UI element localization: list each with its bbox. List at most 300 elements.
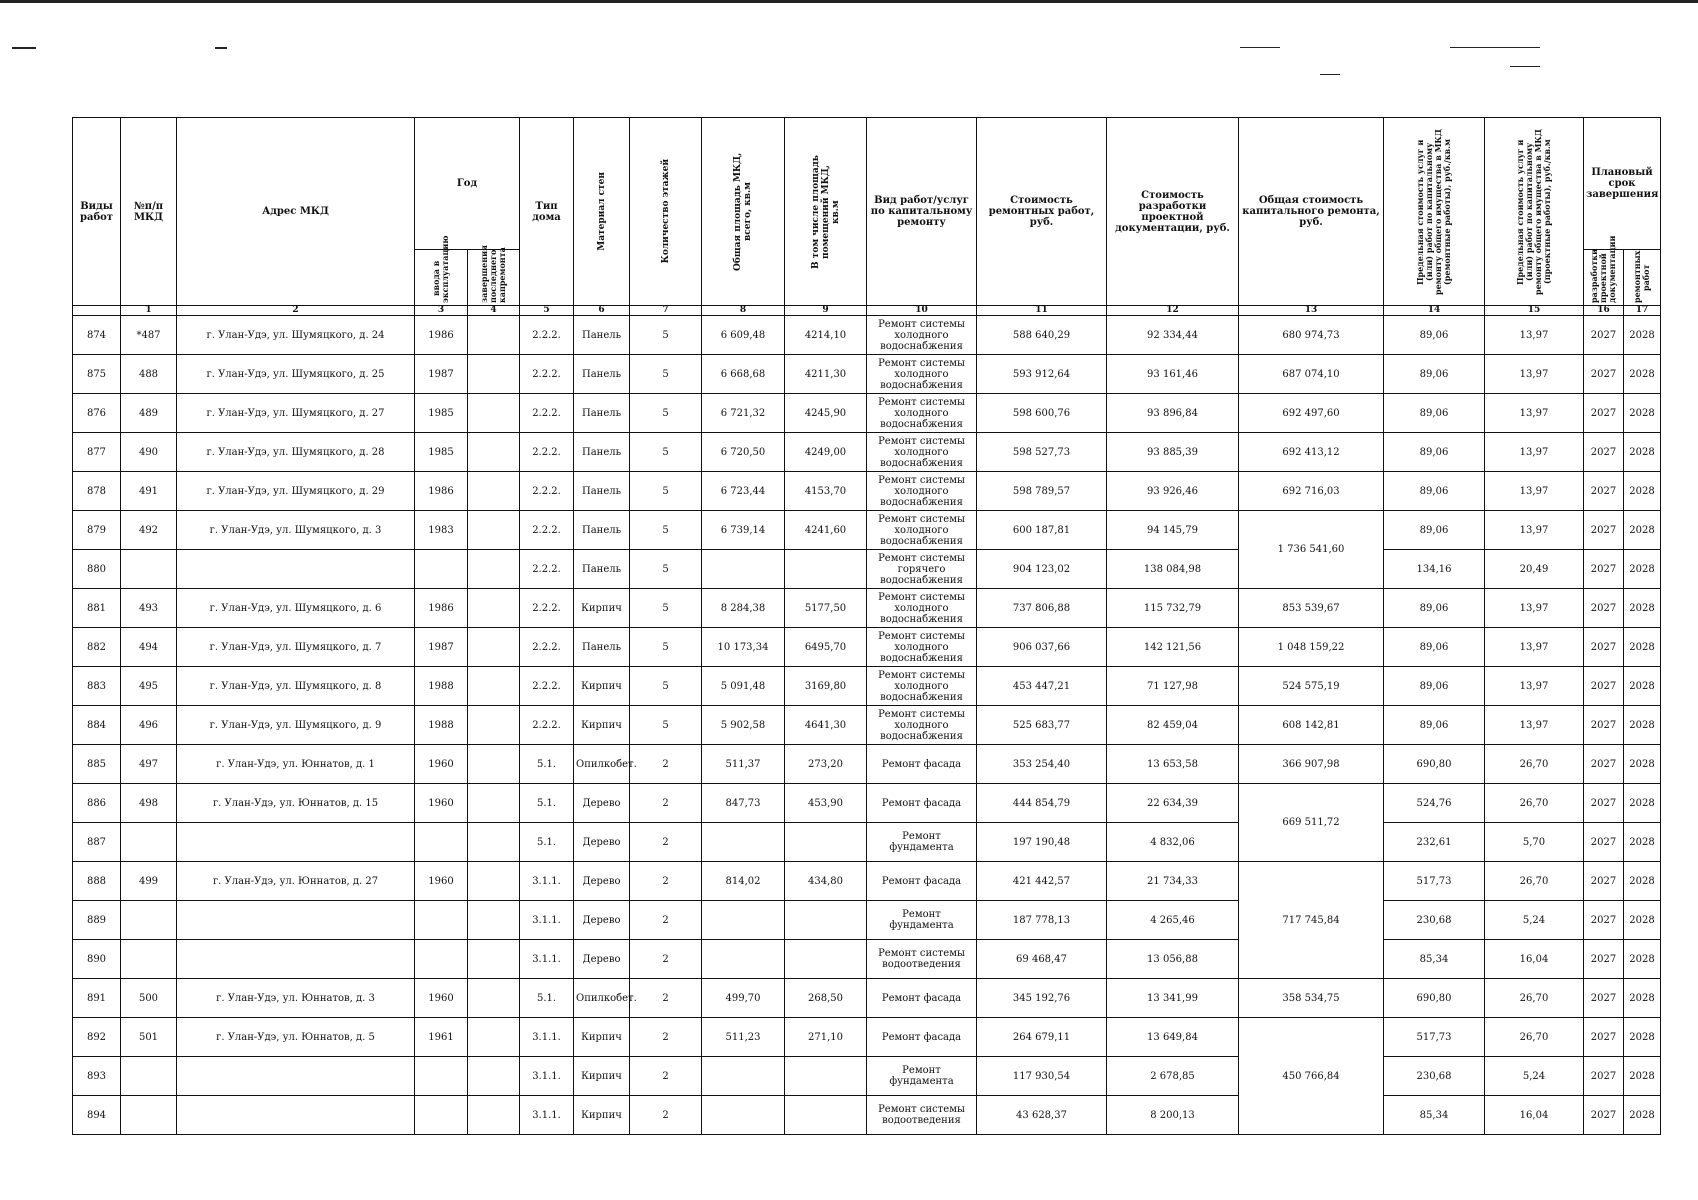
floors-cell: 2: [630, 745, 702, 784]
limit-design-cell: 13,97: [1485, 394, 1584, 433]
header-stoimost-rem: Стоимость ремонтных работ, руб.: [977, 118, 1107, 306]
limit-design-cell: 13,97: [1485, 355, 1584, 394]
limit-repair-cell: 517,73: [1384, 1018, 1485, 1057]
scan-mark: [215, 47, 227, 49]
work-type-cell: Ремонт системы холодного водоснабжения: [867, 667, 977, 706]
repair-cost-cell: 421 442,57: [977, 862, 1107, 901]
house-type-cell: 3.1.1.: [520, 1018, 574, 1057]
table-row: [73, 1057, 1661, 1096]
deadline-repair-cell: 2028: [1624, 511, 1661, 550]
header-god-posl: [468, 244, 520, 306]
column-number: 15: [1485, 306, 1584, 316]
table-row: [73, 433, 1661, 472]
deadline-design-cell: 2027: [1584, 472, 1624, 511]
work-type-cell: Ремонт фундамента: [867, 901, 977, 940]
floors-cell: 5: [630, 511, 702, 550]
address-cell: г. Улан-Удэ, ул. Юннатов, д. 27: [177, 862, 415, 901]
design-cost-cell: 4 265,46: [1107, 901, 1239, 940]
deadline-repair-cell: 2028: [1624, 433, 1661, 472]
column-number: 16: [1584, 306, 1624, 316]
year-last-repair-cell: [468, 706, 520, 745]
work-type-cell: Ремонт системы холодного водоснабжения: [867, 706, 977, 745]
year-cell: 1987: [415, 355, 468, 394]
wall-material-cell: Панель: [574, 394, 630, 433]
area-total-cell: 6 723,44: [702, 472, 785, 511]
limit-design-cell: 5,24: [1485, 901, 1584, 940]
wall-material-cell: Панель: [574, 472, 630, 511]
year-cell: 1985: [415, 433, 468, 472]
design-cost-cell: 13 649,84: [1107, 1018, 1239, 1057]
year-cell: 1960: [415, 862, 468, 901]
table-row: [73, 862, 1661, 901]
column-number: 10: [867, 306, 977, 316]
limit-design-cell: 26,70: [1485, 745, 1584, 784]
area-living-cell: [785, 940, 867, 979]
work-type-cell: Ремонт фасада: [867, 745, 977, 784]
area-total-cell: 511,23: [702, 1018, 785, 1057]
mkd-number: [121, 901, 177, 940]
column-number: 6: [574, 306, 630, 316]
deadline-repair-cell: 2028: [1624, 706, 1661, 745]
scan-mark: [1320, 74, 1340, 75]
limit-repair-cell: 230,68: [1384, 1057, 1485, 1096]
address-cell: г. Улан-Удэ, ул. Шумяцкого, д. 9: [177, 706, 415, 745]
scan-mark: [1450, 47, 1540, 48]
row-number: 882: [73, 628, 121, 667]
row-number: 879: [73, 511, 121, 550]
mkd-number: 489: [121, 394, 177, 433]
table-row: [73, 589, 1661, 628]
table-row: [73, 394, 1661, 433]
address-cell: г. Улан-Удэ, ул. Шумяцкого, д. 24: [177, 316, 415, 355]
year-last-repair-cell: [468, 979, 520, 1018]
work-type-cell: Ремонт системы холодного водоснабжения: [867, 511, 977, 550]
mkd-number: 498: [121, 784, 177, 823]
row-number: 889: [73, 901, 121, 940]
column-number: 14: [1384, 306, 1485, 316]
work-type-cell: Ремонт системы холодного водоснабжения: [867, 472, 977, 511]
house-type-cell: 3.1.1.: [520, 1096, 574, 1135]
deadline-design-cell: 2027: [1584, 940, 1624, 979]
work-type-cell: Ремонт системы холодного водоснабжения: [867, 433, 977, 472]
deadline-design-cell: 2027: [1584, 784, 1624, 823]
wall-material-cell: Дерево: [574, 823, 630, 862]
design-cost-cell: 93 896,84: [1107, 394, 1239, 433]
deadline-repair-cell: 2028: [1624, 1057, 1661, 1096]
repair-cost-cell: 598 527,73: [977, 433, 1107, 472]
address-cell: [177, 1096, 415, 1135]
address-cell: г. Улан-Удэ, ул. Шумяцкого, д. 27: [177, 394, 415, 433]
year-cell: 1983: [415, 511, 468, 550]
limit-design-cell: 26,70: [1485, 784, 1584, 823]
address-cell: г. Улан-Удэ, ул. Юннатов, д. 5: [177, 1018, 415, 1057]
deadline-repair-cell: 2028: [1624, 862, 1661, 901]
floors-cell: 5: [630, 628, 702, 667]
work-type-cell: Ремонт фасада: [867, 784, 977, 823]
year-last-repair-cell: [468, 628, 520, 667]
repair-cost-cell: 525 683,77: [977, 706, 1107, 745]
area-living-cell: 434,80: [785, 862, 867, 901]
column-number: 8: [702, 306, 785, 316]
year-last-repair-cell: [468, 823, 520, 862]
area-total-cell: [702, 1096, 785, 1135]
house-type-cell: 5.1.: [520, 745, 574, 784]
deadline-repair-cell: 2028: [1624, 1096, 1661, 1135]
table-row: [73, 628, 1661, 667]
year-last-repair-cell: [468, 472, 520, 511]
area-living-cell: 4214,10: [785, 316, 867, 355]
mkd-number: 500: [121, 979, 177, 1018]
limit-repair-cell: 232,61: [1384, 823, 1485, 862]
header-area-total-label: Общая площадь МКД, всего, кв.м: [733, 152, 753, 271]
table-row: [73, 940, 1661, 979]
total-cost-cell: 692 413,12: [1239, 433, 1384, 472]
year-cell: [415, 823, 468, 862]
house-type-cell: 2.2.2.: [520, 589, 574, 628]
mkd-number: 494: [121, 628, 177, 667]
year-last-repair-cell: [468, 1018, 520, 1057]
house-type-cell: 2.2.2.: [520, 667, 574, 706]
year-last-repair-cell: [468, 784, 520, 823]
limit-design-cell: 20,49: [1485, 550, 1584, 589]
work-type-cell: Ремонт системы холодного водоснабжения: [867, 355, 977, 394]
limit-design-cell: 26,70: [1485, 862, 1584, 901]
limit-repair-cell: 89,06: [1384, 433, 1485, 472]
row-number: 884: [73, 706, 121, 745]
design-cost-cell: 115 732,79: [1107, 589, 1239, 628]
limit-repair-cell: 89,06: [1384, 511, 1485, 550]
header-god-posl-label: завершения последнего капремонта: [479, 244, 507, 303]
total-cost-cell: 608 142,81: [1239, 706, 1384, 745]
work-type-cell: Ремонт фасада: [867, 1018, 977, 1057]
header-etazhey: [630, 118, 702, 306]
total-cost-cell: 687 074,10: [1239, 355, 1384, 394]
area-total-cell: [702, 901, 785, 940]
design-cost-cell: 142 121,56: [1107, 628, 1239, 667]
header-pred-15: [1485, 118, 1584, 306]
row-number: 875: [73, 355, 121, 394]
header-god: Год: [415, 118, 520, 250]
wall-material-cell: Кирпич: [574, 1057, 630, 1096]
design-cost-cell: 13 341,99: [1107, 979, 1239, 1018]
house-type-cell: 2.2.2.: [520, 472, 574, 511]
design-cost-cell: 13 056,88: [1107, 940, 1239, 979]
year-last-repair-cell: [468, 1096, 520, 1135]
header-srok-pd-label: разработки проектной документации: [1589, 235, 1617, 303]
design-cost-cell: 21 734,33: [1107, 862, 1239, 901]
row-number: 874: [73, 316, 121, 355]
area-total-cell: [702, 823, 785, 862]
wall-material-cell: Кирпич: [574, 706, 630, 745]
mkd-number: 493: [121, 589, 177, 628]
deadline-repair-cell: 2028: [1624, 550, 1661, 589]
header-vid-uslug: Вид работ/услуг по капитальному ремонту: [867, 118, 977, 306]
total-cost-cell: 1 736 541,60: [1239, 511, 1384, 589]
work-type-cell: Ремонт системы водоотведения: [867, 940, 977, 979]
repair-cost-cell: 444 854,79: [977, 784, 1107, 823]
floors-cell: 5: [630, 316, 702, 355]
table-row: [73, 901, 1661, 940]
design-cost-cell: 71 127,98: [1107, 667, 1239, 706]
mkd-number: [121, 823, 177, 862]
mkd-number: [121, 1057, 177, 1096]
limit-design-cell: 16,04: [1485, 1096, 1584, 1135]
deadline-repair-cell: 2028: [1624, 1018, 1661, 1057]
work-type-cell: Ремонт системы холодного водоснабжения: [867, 316, 977, 355]
year-cell: [415, 1096, 468, 1135]
area-total-cell: 8 284,38: [702, 589, 785, 628]
work-type-cell: Ремонт фасада: [867, 862, 977, 901]
house-type-cell: 3.1.1.: [520, 862, 574, 901]
table-row: [73, 550, 1661, 589]
header-tip-doma: Тип дома: [520, 118, 574, 306]
mkd-number: 491: [121, 472, 177, 511]
row-number: 876: [73, 394, 121, 433]
house-type-cell: 2.2.2.: [520, 433, 574, 472]
scan-mark: [1240, 47, 1280, 48]
table-row: [73, 1096, 1661, 1135]
table-row: [73, 784, 1661, 823]
deadline-repair-cell: 2028: [1624, 979, 1661, 1018]
area-total-cell: [702, 550, 785, 589]
mkd-number: 499: [121, 862, 177, 901]
deadline-design-cell: 2027: [1584, 550, 1624, 589]
total-cost-cell: 692 497,60: [1239, 394, 1384, 433]
deadline-design-cell: 2027: [1584, 745, 1624, 784]
year-last-repair-cell: [468, 940, 520, 979]
row-number: 877: [73, 433, 121, 472]
wall-material-cell: Панель: [574, 433, 630, 472]
deadline-repair-cell: 2028: [1624, 394, 1661, 433]
limit-repair-cell: 230,68: [1384, 901, 1485, 940]
deadline-design-cell: 2027: [1584, 316, 1624, 355]
design-cost-cell: 138 084,98: [1107, 550, 1239, 589]
repair-cost-cell: 600 187,81: [977, 511, 1107, 550]
area-living-cell: 453,90: [785, 784, 867, 823]
deadline-repair-cell: 2028: [1624, 472, 1661, 511]
limit-design-cell: 13,97: [1485, 706, 1584, 745]
floors-cell: 2: [630, 862, 702, 901]
column-numbers-row: [73, 306, 1661, 316]
repair-cost-cell: 906 037,66: [977, 628, 1107, 667]
floors-cell: 2: [630, 823, 702, 862]
repair-register-table: [72, 117, 1661, 1135]
year-cell: 1987: [415, 628, 468, 667]
wall-material-cell: Панель: [574, 628, 630, 667]
total-cost-cell: 366 907,98: [1239, 745, 1384, 784]
address-cell: [177, 550, 415, 589]
limit-design-cell: 13,97: [1485, 667, 1584, 706]
deadline-design-cell: 2027: [1584, 355, 1624, 394]
total-cost-cell: 450 766,84: [1239, 1018, 1384, 1135]
area-living-cell: 268,50: [785, 979, 867, 1018]
work-type-cell: Ремонт системы холодного водоснабжения: [867, 628, 977, 667]
deadline-design-cell: 2027: [1584, 1096, 1624, 1135]
house-type-cell: 5.1.: [520, 784, 574, 823]
year-cell: 1986: [415, 472, 468, 511]
design-cost-cell: 22 634,39: [1107, 784, 1239, 823]
row-number: 881: [73, 589, 121, 628]
address-cell: [177, 901, 415, 940]
header-pred-15-label: Предельная стоимость услуг и (или) работ по капитальному ремонту общего имущества в МКД (проектные работы), руб./кв.м: [1515, 128, 1552, 295]
deadline-repair-cell: 2028: [1624, 901, 1661, 940]
floors-cell: 5: [630, 589, 702, 628]
work-type-cell: Ремонт системы холодного водоснабжения: [867, 589, 977, 628]
header-srok-rem: [1624, 250, 1661, 306]
total-cost-cell: 853 539,67: [1239, 589, 1384, 628]
design-cost-cell: 8 200,13: [1107, 1096, 1239, 1135]
column-number: 5: [520, 306, 574, 316]
address-cell: г. Улан-Удэ, ул. Шумяцкого, д. 29: [177, 472, 415, 511]
header-etazhey-label: Количество этажей: [660, 159, 671, 264]
design-cost-cell: 82 459,04: [1107, 706, 1239, 745]
repair-cost-cell: 593 912,64: [977, 355, 1107, 394]
floors-cell: 5: [630, 355, 702, 394]
area-total-cell: 6 720,50: [702, 433, 785, 472]
scan-mark: [12, 47, 36, 49]
house-type-cell: 5.1.: [520, 979, 574, 1018]
wall-material-cell: Панель: [574, 550, 630, 589]
deadline-repair-cell: 2028: [1624, 628, 1661, 667]
area-living-cell: 4153,70: [785, 472, 867, 511]
header-god-vvoda: [415, 234, 468, 306]
column-number: 1: [121, 306, 177, 316]
year-cell: 1960: [415, 745, 468, 784]
year-last-repair-cell: [468, 862, 520, 901]
year-last-repair-cell: [468, 316, 520, 355]
deadline-repair-cell: 2028: [1624, 316, 1661, 355]
address-cell: г. Улан-Удэ, ул. Юннатов, д. 3: [177, 979, 415, 1018]
area-total-cell: 5 902,58: [702, 706, 785, 745]
mkd-number: 497: [121, 745, 177, 784]
table-row: [73, 316, 1661, 355]
deadline-design-cell: 2027: [1584, 706, 1624, 745]
year-last-repair-cell: [468, 511, 520, 550]
house-type-cell: 2.2.2.: [520, 706, 574, 745]
year-cell: 1961: [415, 1018, 468, 1057]
header-area-living-label: В том числе площадь помещений МКД, кв.м: [810, 154, 841, 269]
table-row: [73, 1018, 1661, 1057]
limit-repair-cell: 524,76: [1384, 784, 1485, 823]
repair-cost-cell: 904 123,02: [977, 550, 1107, 589]
mkd-number: [121, 550, 177, 589]
area-total-cell: 10 173,34: [702, 628, 785, 667]
deadline-design-cell: 2027: [1584, 589, 1624, 628]
design-cost-cell: 94 145,79: [1107, 511, 1239, 550]
deadline-repair-cell: 2028: [1624, 784, 1661, 823]
total-cost-cell: 524 575,19: [1239, 667, 1384, 706]
row-number: 887: [73, 823, 121, 862]
floors-cell: 2: [630, 979, 702, 1018]
deadline-repair-cell: 2028: [1624, 745, 1661, 784]
year-last-repair-cell: [468, 745, 520, 784]
column-number: 3: [415, 306, 468, 316]
mkd-number: [121, 940, 177, 979]
house-type-cell: 2.2.2.: [520, 550, 574, 589]
scan-top-edge: [0, 0, 1698, 3]
total-cost-cell: 1 048 159,22: [1239, 628, 1384, 667]
deadline-repair-cell: 2028: [1624, 940, 1661, 979]
row-number: 886: [73, 784, 121, 823]
scan-mark: [1510, 66, 1540, 67]
design-cost-cell: 93 161,46: [1107, 355, 1239, 394]
deadline-design-cell: 2027: [1584, 823, 1624, 862]
limit-design-cell: 13,97: [1485, 628, 1584, 667]
area-living-cell: 4245,90: [785, 394, 867, 433]
limit-repair-cell: 89,06: [1384, 316, 1485, 355]
mkd-number: [121, 1096, 177, 1135]
header-n-mkd: №п/п МКД: [121, 118, 177, 306]
house-type-cell: 3.1.1.: [520, 1057, 574, 1096]
column-number: 13: [1239, 306, 1384, 316]
area-living-cell: [785, 901, 867, 940]
floors-cell: 5: [630, 472, 702, 511]
address-cell: г. Улан-Удэ, ул. Юннатов, д. 15: [177, 784, 415, 823]
year-last-repair-cell: [468, 355, 520, 394]
deadline-repair-cell: 2028: [1624, 589, 1661, 628]
area-living-cell: 4211,30: [785, 355, 867, 394]
total-cost-cell: 358 534,75: [1239, 979, 1384, 1018]
header-material: [574, 118, 630, 306]
deadline-design-cell: 2027: [1584, 511, 1624, 550]
year-last-repair-cell: [468, 394, 520, 433]
repair-cost-cell: 197 190,48: [977, 823, 1107, 862]
year-cell: 1985: [415, 394, 468, 433]
row-number: 888: [73, 862, 121, 901]
row-number: 890: [73, 940, 121, 979]
limit-repair-cell: 89,06: [1384, 589, 1485, 628]
mkd-number: 492: [121, 511, 177, 550]
year-last-repair-cell: [468, 550, 520, 589]
area-total-cell: 6 721,32: [702, 394, 785, 433]
mkd-number: 490: [121, 433, 177, 472]
header-srok-rem-label: ремонтных работ: [1632, 250, 1651, 303]
limit-design-cell: 13,97: [1485, 433, 1584, 472]
area-living-cell: 4641,30: [785, 706, 867, 745]
area-total-cell: 847,73: [702, 784, 785, 823]
total-cost-cell: 669 511,72: [1239, 784, 1384, 862]
house-type-cell: 5.1.: [520, 823, 574, 862]
house-type-cell: 2.2.2.: [520, 628, 574, 667]
repair-cost-cell: 69 468,47: [977, 940, 1107, 979]
row-number: 892: [73, 1018, 121, 1057]
year-last-repair-cell: [468, 433, 520, 472]
house-type-cell: 3.1.1.: [520, 901, 574, 940]
wall-material-cell: Кирпич: [574, 589, 630, 628]
design-cost-cell: 13 653,58: [1107, 745, 1239, 784]
wall-material-cell: Дерево: [574, 901, 630, 940]
area-total-cell: [702, 940, 785, 979]
address-cell: г. Улан-Удэ, ул. Шумяцкого, д. 25: [177, 355, 415, 394]
repair-cost-cell: 737 806,88: [977, 589, 1107, 628]
total-cost-cell: 692 716,03: [1239, 472, 1384, 511]
limit-design-cell: 5,24: [1485, 1057, 1584, 1096]
work-type-cell: Ремонт системы холодного водоснабжения: [867, 394, 977, 433]
deadline-design-cell: 2027: [1584, 628, 1624, 667]
header-obshaya: Общая стоимость капитального ремонта, руб.: [1239, 118, 1384, 306]
address-cell: г. Улан-Удэ, ул. Шумяцкого, д. 3: [177, 511, 415, 550]
address-cell: [177, 1057, 415, 1096]
area-living-cell: 4249,00: [785, 433, 867, 472]
year-last-repair-cell: [468, 1057, 520, 1096]
work-type-cell: Ремонт системы горячего водоснабжения: [867, 550, 977, 589]
row-number: 885: [73, 745, 121, 784]
limit-design-cell: 13,97: [1485, 316, 1584, 355]
address-cell: г. Улан-Удэ, ул. Шумяцкого, д. 7: [177, 628, 415, 667]
deadline-design-cell: 2027: [1584, 433, 1624, 472]
limit-design-cell: 5,70: [1485, 823, 1584, 862]
limit-repair-cell: 89,06: [1384, 706, 1485, 745]
